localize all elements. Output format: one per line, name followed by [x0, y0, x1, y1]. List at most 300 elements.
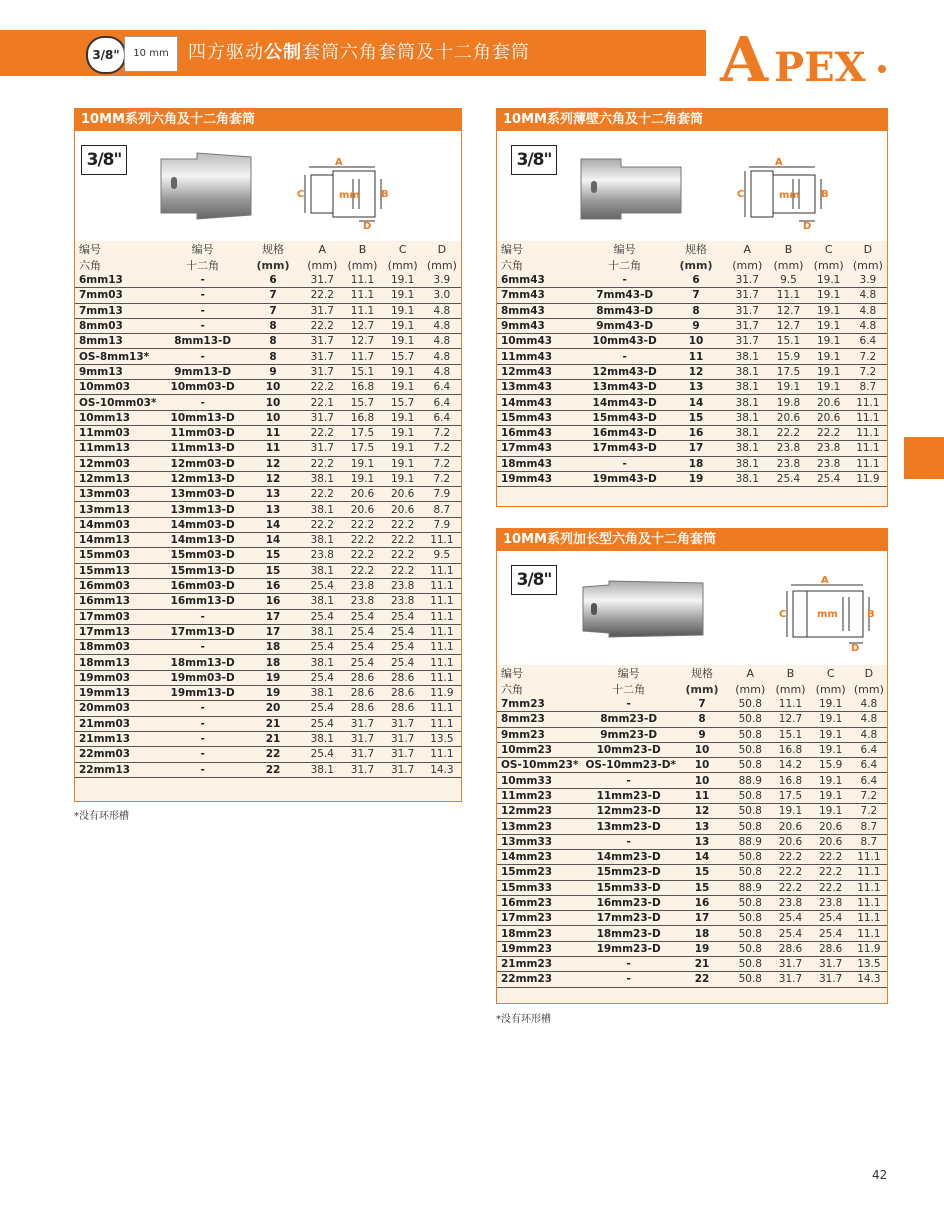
product-image-area [497, 551, 887, 665]
cell-b: 11.1 [342, 273, 382, 288]
col-twelve: 十二角 [186, 259, 220, 272]
cell-a: 25.4 [302, 670, 342, 685]
cell-spec: 12 [674, 804, 730, 819]
cell-code: 11mm03 [75, 425, 161, 440]
cell-code: 14mm13 [75, 533, 161, 548]
table-row [497, 697, 887, 712]
cell-a: 50.8 [730, 758, 770, 773]
cell-b: 31.7 [342, 747, 382, 762]
col-spec: 规格 [262, 243, 284, 256]
table-row [497, 911, 887, 926]
cell-spec: 7 [244, 303, 302, 318]
cell-code-12pt: 13mm23-D [583, 819, 673, 834]
col-a: A [746, 667, 755, 680]
cell-c: 25.4 [811, 911, 851, 926]
cell-a: 31.7 [726, 303, 768, 318]
table-row [75, 655, 461, 670]
cell-c: 23.8 [811, 895, 851, 910]
col-d-unit: (mm) [852, 259, 883, 272]
cell-code: 17mm23 [497, 911, 583, 926]
cell-b: 28.6 [770, 941, 810, 956]
drive-size-chip: 3/8" [81, 145, 127, 175]
cell-a: 31.7 [726, 273, 768, 288]
cell-d: 11.1 [851, 926, 887, 941]
cell-a: 38.1 [302, 624, 342, 639]
cell-code: 8mm03 [75, 318, 161, 333]
cell-code-12pt: 16mm23-D [583, 895, 673, 910]
panel-thin-wall-sockets [496, 108, 888, 507]
cell-d: 11.1 [423, 594, 461, 609]
cell-c: 22.2 [809, 425, 849, 440]
product-image-area [497, 131, 887, 241]
apex-logo [718, 23, 888, 96]
cell-a: 31.7 [302, 441, 342, 456]
cell-spec: 8 [244, 318, 302, 333]
cell-code: 22mm03 [75, 747, 161, 762]
table-row [75, 701, 461, 716]
col-c-unit: (mm) [815, 683, 846, 696]
cell-a: 25.4 [302, 578, 342, 593]
cell-c: 22.2 [811, 849, 851, 864]
svg-text:mm: mm [817, 609, 838, 620]
cell-code-12pt: 19mm43-D [583, 471, 665, 486]
cell-a: 31.7 [302, 349, 342, 364]
col-code2: 编号 [613, 243, 636, 256]
table-row [75, 548, 461, 563]
table-row [497, 273, 887, 288]
cell-spec: 17 [674, 911, 730, 926]
cell-code-12pt: 15mm13-D [161, 563, 243, 578]
col-b: B [784, 243, 793, 256]
cell-c: 19.1 [383, 456, 423, 471]
cell-c: 19.1 [809, 318, 849, 333]
cell-d: 6.4 [849, 334, 887, 349]
footnote: *没有环形槽 [496, 1014, 551, 1025]
col-d: D [437, 243, 447, 256]
cell-code: 9mm13 [75, 364, 161, 379]
cell-code-12pt: - [161, 273, 243, 288]
table-body [75, 273, 461, 777]
cell-b: 20.6 [342, 487, 382, 502]
cell-code: 7mm43 [497, 288, 583, 303]
cell-spec: 10 [666, 334, 726, 349]
cell-code-12pt: 10mm43-D [583, 334, 665, 349]
cell-code-12pt: 9mm23-D [583, 727, 673, 742]
cell-c: 20.6 [383, 487, 423, 502]
col-code2: 编号 [617, 667, 640, 680]
cell-a: 50.8 [730, 895, 770, 910]
table-row [75, 578, 461, 593]
cell-spec: 8 [674, 712, 730, 727]
cell-a: 38.1 [726, 425, 768, 440]
cell-spec: 8 [244, 334, 302, 349]
col-code: 编号 [501, 667, 523, 680]
cell-a: 23.8 [302, 548, 342, 563]
cell-b: 19.1 [768, 380, 808, 395]
cell-c: 31.7 [811, 957, 851, 972]
table-row [75, 273, 461, 288]
table-row [497, 804, 887, 819]
cell-spec: 22 [244, 762, 302, 777]
cell-c: 22.2 [811, 880, 851, 895]
cell-d: 11.1 [423, 701, 461, 716]
cell-b: 12.7 [768, 318, 808, 333]
cell-code: 16mm13 [75, 594, 161, 609]
cell-code-12pt: 16mm13-D [161, 594, 243, 609]
cell-d: 11.1 [423, 747, 461, 762]
table-row [75, 456, 461, 471]
title-suffix: 套筒六角套筒及十二角套筒 [302, 42, 530, 63]
cell-d: 11.1 [849, 395, 887, 410]
cell-b: 28.6 [342, 670, 382, 685]
cell-d: 7.9 [423, 487, 461, 502]
cell-a: 22.2 [302, 380, 342, 395]
cell-a: 31.7 [726, 334, 768, 349]
cell-b: 28.6 [342, 686, 382, 701]
cell-code-12pt: 8mm23-D [583, 712, 673, 727]
cell-code: 13mm23 [497, 819, 583, 834]
svg-text:B: B [867, 609, 875, 620]
cell-d: 3.9 [423, 273, 461, 288]
cell-a: 38.1 [726, 364, 768, 379]
col-a-unit: (mm) [307, 259, 338, 272]
cell-b: 23.8 [342, 594, 382, 609]
cell-a: 25.4 [302, 640, 342, 655]
cell-code-12pt: 15mm03-D [161, 548, 243, 563]
table-row [75, 334, 461, 349]
cell-b: 17.5 [342, 441, 382, 456]
cell-c: 28.6 [811, 941, 851, 956]
cell-code-12pt: 19mm13-D [161, 686, 243, 701]
cell-spec: 7 [244, 288, 302, 303]
cell-b: 25.4 [768, 471, 808, 486]
cell-spec: 9 [666, 318, 726, 333]
cell-c: 19.1 [383, 410, 423, 425]
cell-b: 17.5 [768, 364, 808, 379]
cell-code-12pt: 12mm43-D [583, 364, 665, 379]
cell-code: 7mm23 [497, 697, 583, 712]
cell-a: 31.7 [302, 364, 342, 379]
cell-code: 15mm13 [75, 563, 161, 578]
cell-spec: 6 [666, 273, 726, 288]
cell-code: 22mm13 [75, 762, 161, 777]
cell-spec: 13 [674, 834, 730, 849]
cell-code: 7mm03 [75, 288, 161, 303]
cell-c: 19.1 [811, 742, 851, 757]
cell-d: 11.1 [849, 410, 887, 425]
cell-d: 11.1 [423, 533, 461, 548]
col-spec-unit: (mm) [685, 683, 719, 696]
cell-spec: 19 [244, 670, 302, 685]
table-row [75, 716, 461, 731]
cell-code: 8mm13 [75, 334, 161, 349]
cell-spec: 16 [674, 895, 730, 910]
cell-a: 22.2 [302, 318, 342, 333]
cell-spec: 16 [244, 594, 302, 609]
cell-spec: 15 [674, 865, 730, 880]
table-row [497, 849, 887, 864]
cell-code-12pt: 15mm33-D [583, 880, 673, 895]
cell-code-12pt: 14mm23-D [583, 849, 673, 864]
cell-code: 19mm23 [497, 941, 583, 956]
product-image-area [75, 131, 461, 241]
table-header [497, 241, 887, 273]
cell-c: 19.1 [383, 364, 423, 379]
col-code: 编号 [79, 243, 101, 256]
cell-b: 16.8 [770, 742, 810, 757]
cell-spec: 13 [244, 502, 302, 517]
cell-code-12pt: 13mm13-D [161, 502, 243, 517]
cell-a: 31.7 [302, 334, 342, 349]
cell-b: 31.7 [342, 762, 382, 777]
cell-d: 11.1 [851, 865, 887, 880]
cell-b: 17.5 [770, 788, 810, 803]
table-row [75, 747, 461, 762]
cell-code: 15mm33 [497, 880, 583, 895]
col-twelve: 十二角 [608, 259, 642, 272]
socket-photo [579, 577, 709, 641]
cell-code-12pt: 15mm43-D [583, 410, 665, 425]
cell-spec: 20 [244, 701, 302, 716]
cell-b: 11.1 [342, 303, 382, 318]
cell-spec: 15 [674, 880, 730, 895]
cell-b: 31.7 [342, 731, 382, 746]
cell-d: 11.9 [423, 686, 461, 701]
cell-code: 11mm43 [497, 349, 583, 364]
cell-a: 25.4 [302, 747, 342, 762]
col-hex: 六角 [501, 259, 523, 272]
cell-code: 18mm23 [497, 926, 583, 941]
cell-d: 11.1 [851, 880, 887, 895]
cell-b: 17.5 [342, 425, 382, 440]
cell-code: 17mm03 [75, 609, 161, 624]
title-bold: 公制 [264, 42, 302, 63]
cell-d: 4.8 [849, 303, 887, 318]
drive-size-badge: 3/8" [86, 36, 126, 74]
cell-spec: 19 [666, 471, 726, 486]
cell-c: 22.2 [383, 548, 423, 563]
cell-spec: 8 [666, 303, 726, 318]
cell-b: 22.2 [342, 533, 382, 548]
cell-d: 8.7 [849, 380, 887, 395]
table-row [75, 686, 461, 701]
cell-code: 21mm13 [75, 731, 161, 746]
cell-c: 19.1 [383, 425, 423, 440]
svg-text:A: A [335, 157, 343, 168]
table-row [75, 425, 461, 440]
cell-d: 3.9 [849, 273, 887, 288]
cell-b: 23.8 [768, 456, 808, 471]
cell-a: 50.8 [730, 819, 770, 834]
cell-c: 31.7 [383, 716, 423, 731]
table-row [497, 456, 887, 471]
cell-d: 8.7 [423, 502, 461, 517]
cell-b: 25.4 [342, 640, 382, 655]
col-code2: 编号 [191, 243, 214, 256]
cell-d: 6.4 [851, 742, 887, 757]
cell-b: 15.1 [768, 334, 808, 349]
table-row [75, 441, 461, 456]
spec-table [75, 241, 461, 778]
cell-a: 31.7 [726, 318, 768, 333]
cell-c: 19.1 [811, 697, 851, 712]
cell-a: 50.8 [730, 727, 770, 742]
cell-code-12pt: 17mm23-D [583, 911, 673, 926]
cell-d: 4.8 [423, 303, 461, 318]
svg-text:C: C [297, 189, 305, 200]
table-row [497, 380, 887, 395]
cell-b: 31.7 [770, 957, 810, 972]
panel-deep-sockets [496, 528, 888, 1004]
col-b-unit: (mm) [773, 259, 804, 272]
cell-code-12pt: 16mm03-D [161, 578, 243, 593]
cell-c: 22.2 [383, 533, 423, 548]
cell-c: 15.7 [383, 349, 423, 364]
cell-code: 19mm13 [75, 686, 161, 701]
cell-d: 11.1 [423, 563, 461, 578]
cell-d: 11.9 [851, 941, 887, 956]
cell-d: 4.8 [423, 318, 461, 333]
cell-b: 22.2 [342, 548, 382, 563]
cell-b: 11.1 [342, 288, 382, 303]
cell-b: 11.7 [342, 349, 382, 364]
cell-code: 17mm13 [75, 624, 161, 639]
table-row [497, 880, 887, 895]
col-c: C [398, 243, 407, 256]
table-row [497, 441, 887, 456]
cell-c: 23.8 [809, 441, 849, 456]
cell-a: 38.1 [302, 686, 342, 701]
cell-spec: 13 [666, 380, 726, 395]
col-a: A [318, 243, 327, 256]
cell-c: 19.1 [809, 349, 849, 364]
cell-d: 11.1 [423, 578, 461, 593]
cell-code: 8mm23 [497, 712, 583, 727]
cell-code-12pt: 10mm03-D [161, 380, 243, 395]
cell-a: 38.1 [726, 380, 768, 395]
col-c: C [824, 243, 833, 256]
cell-c: 19.1 [383, 471, 423, 486]
cell-d: 4.8 [851, 727, 887, 742]
page-title [188, 38, 530, 64]
cell-spec: 17 [666, 441, 726, 456]
cell-b: 23.8 [770, 895, 810, 910]
table-body [497, 697, 887, 987]
cell-code: 13mm03 [75, 487, 161, 502]
cell-spec: 8 [244, 349, 302, 364]
cell-a: 31.7 [302, 410, 342, 425]
cell-spec: 15 [666, 410, 726, 425]
spec-table-area [497, 241, 887, 506]
cell-spec: 21 [674, 957, 730, 972]
cell-d: 11.1 [423, 640, 461, 655]
cell-a: 31.7 [302, 273, 342, 288]
cell-d: 6.4 [851, 758, 887, 773]
cell-a: 25.4 [302, 716, 342, 731]
cell-d: 6.4 [851, 773, 887, 788]
table-row [75, 609, 461, 624]
table-header [497, 665, 887, 697]
col-twelve: 十二角 [612, 683, 646, 696]
spec-table-area [75, 241, 461, 801]
cell-spec: 14 [244, 533, 302, 548]
cell-a: 50.8 [730, 849, 770, 864]
svg-text:C: C [779, 609, 787, 620]
cell-code-12pt: 12mm23-D [583, 804, 673, 819]
cell-spec: 18 [244, 640, 302, 655]
cell-spec: 7 [674, 697, 730, 712]
cell-code: 9mm23 [497, 727, 583, 742]
cell-b: 12.7 [770, 712, 810, 727]
cell-code: 7mm13 [75, 303, 161, 318]
cell-c: 25.4 [809, 471, 849, 486]
mm-size-label: 10 mm [124, 36, 178, 72]
cell-code: 14mm03 [75, 517, 161, 532]
table-row [75, 364, 461, 379]
col-spec-unit: (mm) [679, 259, 713, 272]
table-row [497, 972, 887, 987]
cell-a: 50.8 [730, 697, 770, 712]
cell-c: 25.4 [383, 640, 423, 655]
col-spec: 规格 [691, 667, 714, 680]
section-side-tab [904, 437, 944, 479]
cell-c: 20.6 [811, 819, 851, 834]
table-row [75, 395, 461, 410]
cell-d: 7.2 [849, 349, 887, 364]
col-spec-unit: (mm) [256, 259, 290, 272]
cell-a: 22.2 [302, 456, 342, 471]
cell-code: 12mm13 [75, 471, 161, 486]
cell-b: 9.5 [768, 273, 808, 288]
cell-b: 23.8 [768, 441, 808, 456]
cell-c: 19.1 [383, 273, 423, 288]
cell-code-12pt: - [583, 773, 673, 788]
cell-spec: 21 [244, 731, 302, 746]
cell-a: 50.8 [730, 712, 770, 727]
cell-d: 4.8 [423, 349, 461, 364]
cell-d: 3.0 [423, 288, 461, 303]
table-row [75, 731, 461, 746]
svg-text:C: C [737, 189, 745, 200]
cell-code-12pt: 19mm03-D [161, 670, 243, 685]
cell-b: 22.2 [770, 849, 810, 864]
cell-d: 7.2 [851, 804, 887, 819]
table-row [497, 712, 887, 727]
cell-code-12pt: - [161, 288, 243, 303]
cell-b: 19.8 [768, 395, 808, 410]
cell-b: 20.6 [770, 819, 810, 834]
cell-spec: 14 [666, 395, 726, 410]
cell-spec: 17 [244, 609, 302, 624]
cell-a: 50.8 [730, 865, 770, 880]
cell-spec: 10 [674, 742, 730, 757]
cell-a: 88.9 [730, 880, 770, 895]
drive-size-chip: 3/8" [511, 145, 557, 175]
col-d-unit: (mm) [426, 259, 457, 272]
col-spec: 规格 [685, 243, 707, 256]
cell-code: 11mm23 [497, 788, 583, 803]
svg-text:A: A [775, 157, 783, 168]
cell-c: 22.2 [383, 517, 423, 532]
svg-text:D: D [363, 221, 372, 232]
cell-a: 50.8 [730, 804, 770, 819]
cell-code-12pt: 9mm43-D [583, 318, 665, 333]
table-row [75, 471, 461, 486]
col-d-unit: (mm) [853, 683, 884, 696]
cell-code-12pt: 14mm03-D [161, 517, 243, 532]
cell-spec: 16 [244, 578, 302, 593]
cell-d: 6.4 [423, 380, 461, 395]
